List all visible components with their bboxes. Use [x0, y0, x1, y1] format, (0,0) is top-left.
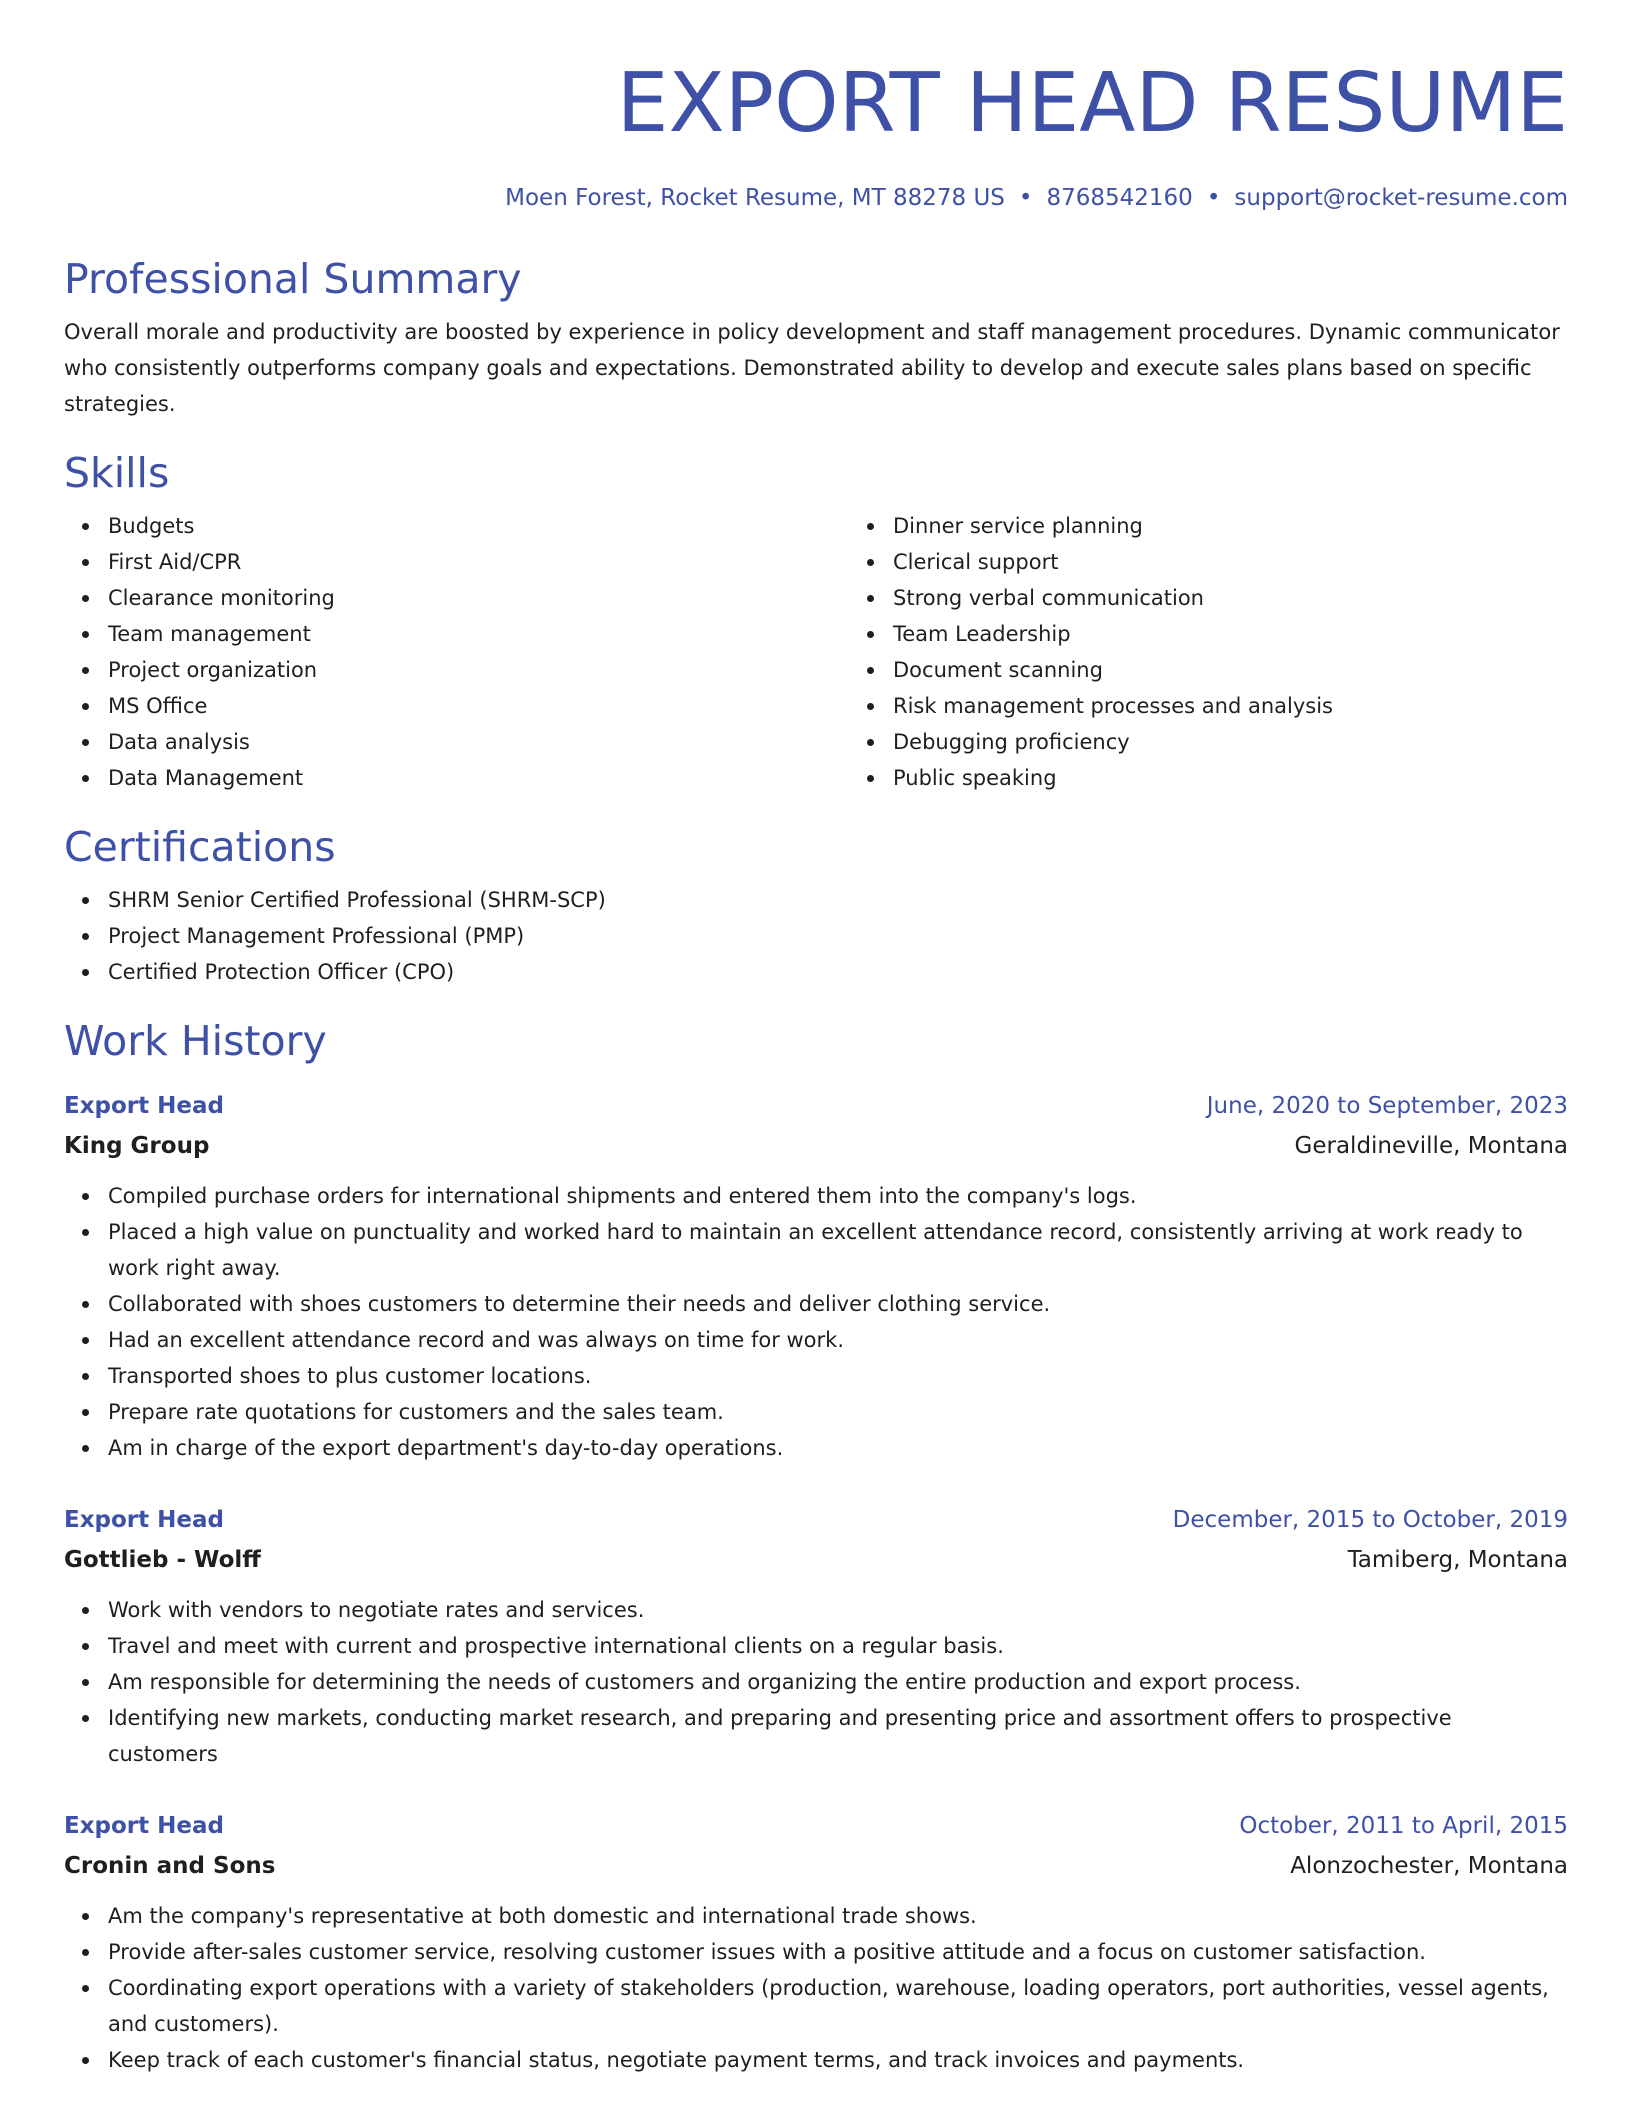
skills-list-left	[64, 508, 849, 796]
skill-item: Dinner service planning	[893, 508, 1632, 544]
summary-text: Overall morale and productivity are boosted by experience in policy development and staff management procedures. Dynamic communicator who consistently outperforms company goals and expectations. Demonstrated ability to develop and execute sales plans based on specific strategies.	[64, 320, 1560, 416]
job-entry	[64, 1086, 1568, 1466]
job-bullet: Keep track of each customer's financial status, negotiate payment terms, and track invoices and payments.	[108, 2042, 1568, 2078]
job-bullet: Coordinating export operations with a variety of stakeholders (production, warehouse, loading operators, port authorities, vessel agents, and customers).	[108, 1970, 1568, 2042]
resume-header	[64, 56, 1568, 214]
skills-section	[64, 448, 1568, 796]
job-company-row	[64, 1126, 1568, 1166]
certification-item: Project Management Professional (PMP)	[108, 918, 1568, 954]
job-bullet: Prepare rate quotations for customers and the sales team.	[108, 1394, 1568, 1430]
job-bullet: Am the company's representative at both domestic and international trade shows.	[108, 1898, 1568, 1934]
job-title: Export Head	[64, 1813, 224, 1839]
job-title: Export Head	[64, 1507, 224, 1533]
job-company-row	[64, 1540, 1568, 1580]
job-bullet: Transported shoes to plus customer locations.	[108, 1358, 1568, 1394]
job-header-row	[64, 1806, 1568, 1846]
job-bullets	[64, 1898, 1568, 2078]
contact-line	[64, 182, 1568, 214]
skills-list-right	[849, 508, 1632, 796]
skill-item: Data Management	[108, 760, 849, 796]
job-bullet: Am responsible for determining the needs of customers and organizing the entire production and export process.	[108, 1664, 1568, 1700]
job-bullet: Compiled purchase orders for international shipments and entered them into the company's logs.	[108, 1178, 1568, 1214]
job-bullet: Am in charge of the export department's day-to-day operations.	[108, 1430, 1568, 1466]
job-bullet: Placed a high value on punctuality and worked hard to maintain an excellent attendance record, consistently arriving at work ready to work right away.	[108, 1214, 1568, 1286]
skills-grid	[64, 498, 1568, 796]
skill-item: Team Leadership	[893, 616, 1632, 652]
skill-item: Clerical support	[893, 544, 1632, 580]
job-location: Alonzochester, Montana	[1290, 1853, 1568, 1879]
certifications-section	[64, 822, 1568, 990]
skill-item: Team management	[108, 616, 849, 652]
job-header-row	[64, 1086, 1568, 1126]
job-bullet: Travel and meet with current and prospective international clients on a regular basis.	[108, 1628, 1568, 1664]
job-company-row	[64, 1846, 1568, 1886]
certifications-list	[64, 882, 1568, 990]
certification-item: SHRM Senior Certified Professional (SHRM-SCP)	[108, 882, 1568, 918]
job-company: King Group	[64, 1133, 210, 1159]
job-bullets	[64, 1178, 1568, 1466]
skill-item: Debugging proficiency	[893, 724, 1632, 760]
certifications-heading: Certifications	[64, 823, 336, 871]
work-history-heading: Work History	[64, 1017, 327, 1065]
job-location: Geraldineville, Montana	[1294, 1133, 1568, 1159]
skill-item: Strong verbal communication	[893, 580, 1632, 616]
job-location: Tamiberg, Montana	[1347, 1547, 1568, 1573]
job-bullet: Had an excellent attendance record and was always on time for work.	[108, 1322, 1568, 1358]
job-company: Gottlieb - Wolff	[64, 1547, 261, 1573]
summary-section	[64, 254, 1568, 422]
work-history-section	[64, 1016, 1568, 2078]
skill-item: MS Office	[108, 688, 849, 724]
skill-item: Project organization	[108, 652, 849, 688]
job-title: Export Head	[64, 1093, 224, 1119]
job-bullet: Work with vendors to negotiate rates and services.	[108, 1592, 1568, 1628]
contact-separator: •	[1018, 185, 1033, 211]
job-bullets	[64, 1592, 1568, 1772]
contact-email: support@rocket-resume.com	[1234, 185, 1568, 211]
skills-heading: Skills	[64, 449, 170, 497]
job-bullet: Provide after-sales customer service, resolving customer issues with a positive attitude and a focus on customer satisfaction.	[108, 1934, 1568, 1970]
job-entry	[64, 1500, 1568, 1772]
job-company: Cronin and Sons	[64, 1853, 276, 1879]
summary-heading: Professional Summary	[64, 255, 522, 303]
contact-separator: •	[1206, 185, 1221, 211]
job-entry	[64, 1806, 1568, 2078]
skill-item: Clearance monitoring	[108, 580, 849, 616]
job-dates: December, 2015 to October, 2019	[1172, 1507, 1568, 1533]
certification-item: Certified Protection Officer (CPO)	[108, 954, 1568, 990]
skill-item: Risk management processes and analysis	[893, 688, 1632, 724]
job-header-row	[64, 1500, 1568, 1540]
skill-item: First Aid/CPR	[108, 544, 849, 580]
job-bullet: Identifying new markets, conducting market research, and preparing and presenting price and assortment offers to prospective customers	[108, 1700, 1568, 1772]
skill-item: Data analysis	[108, 724, 849, 760]
contact-address: Moen Forest, Rocket Resume, MT 88278 US	[505, 185, 1005, 211]
skill-item: Document scanning	[893, 652, 1632, 688]
contact-phone: 8768542160	[1046, 185, 1193, 211]
job-dates: October, 2011 to April, 2015	[1239, 1813, 1568, 1839]
job-bullet: Collaborated with shoes customers to determine their needs and deliver clothing service.	[108, 1286, 1568, 1322]
resume-title: EXPORT HEAD RESUME	[616, 56, 1568, 151]
skill-item: Public speaking	[893, 760, 1632, 796]
skill-item: Budgets	[108, 508, 849, 544]
job-dates: June, 2020 to September, 2023	[1206, 1093, 1568, 1119]
